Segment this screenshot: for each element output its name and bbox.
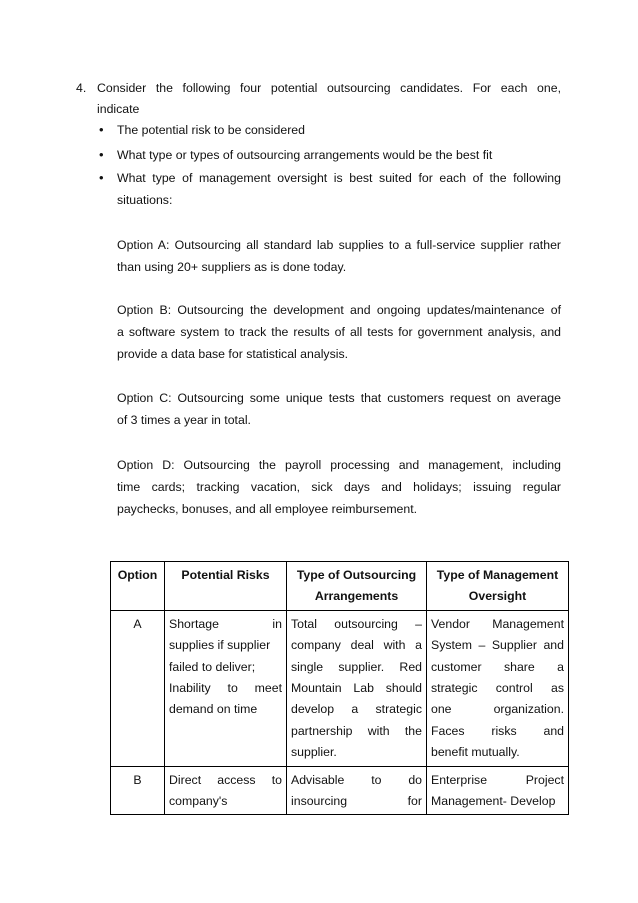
cell-option: B (111, 766, 165, 815)
table-header-row (111, 562, 569, 611)
option-text-line: a software system to track the results of all tests for government analysis, and (117, 325, 561, 339)
option-text-line: Option B: Outsourcing the development and ongoing updates/maintenance of (117, 303, 561, 317)
option-text-line: time cards; tracking vacation, sick days and holidays; issuing regular (117, 480, 561, 494)
table-row (111, 610, 569, 766)
header-option: Option (111, 562, 165, 611)
bullet-icon: • (99, 170, 104, 185)
header-outsourcing-arrangements: Type of Outsourcing Arrangements (287, 562, 427, 611)
cell-arrangements: Total outsourcing – company deal with a single supplier. Red Mountain Lab should develop a strategic partnership with the supplier. (287, 610, 427, 766)
question-text-line: indicate (97, 102, 140, 116)
header-potential-risks: Potential Risks (165, 562, 287, 611)
option-text-line: Option A: Outsourcing all standard lab supplies to a full-service supplier rather (117, 238, 561, 252)
bullet-icon: • (99, 147, 104, 162)
cell-risks: Direct access to company's (165, 766, 287, 815)
cell-option: A (111, 610, 165, 766)
table-row (111, 766, 569, 815)
option-text-line: provide a data base for statistical analysis. (117, 347, 349, 361)
question-text-line: Consider the following four potential outsourcing candidates. For each one, (97, 81, 561, 95)
bullet-text: situations: (117, 193, 173, 207)
option-text-line: Option C: Outsourcing some unique tests that customers request on average (117, 391, 561, 405)
cell-oversight: Enterprise Project Management- Develop (427, 766, 569, 815)
header-management-oversight: Type of Management Oversight (427, 562, 569, 611)
bullet-text: The potential risk to be considered (117, 123, 305, 137)
cell-oversight: Vendor Management System – Supplier and customer share a strategic control as one organization. Faces risks and benefit mutually. (427, 610, 569, 766)
cell-arrangements: Advisable to do insourcing for (287, 766, 427, 815)
question-number: 4. (76, 81, 87, 95)
bullet-text: What type of management oversight is best suited for each of the following (117, 171, 561, 185)
outsourcing-table (110, 561, 569, 815)
bullet-icon: • (99, 122, 104, 137)
option-text-line: Option D: Outsourcing the payroll processing and management, including (117, 458, 561, 472)
option-text-line: than using 20+ suppliers as is done today. (117, 260, 347, 274)
cell-risks: Shortage in supplies if supplier failed to deliver; Inability to meet demand on time (165, 610, 287, 766)
option-text-line: of 3 times a year in total. (117, 413, 251, 427)
bullet-text: What type or types of outsourcing arrangements would be the best fit (117, 148, 493, 162)
option-text-line: paychecks, bonuses, and all employee reimbursement. (117, 502, 418, 516)
